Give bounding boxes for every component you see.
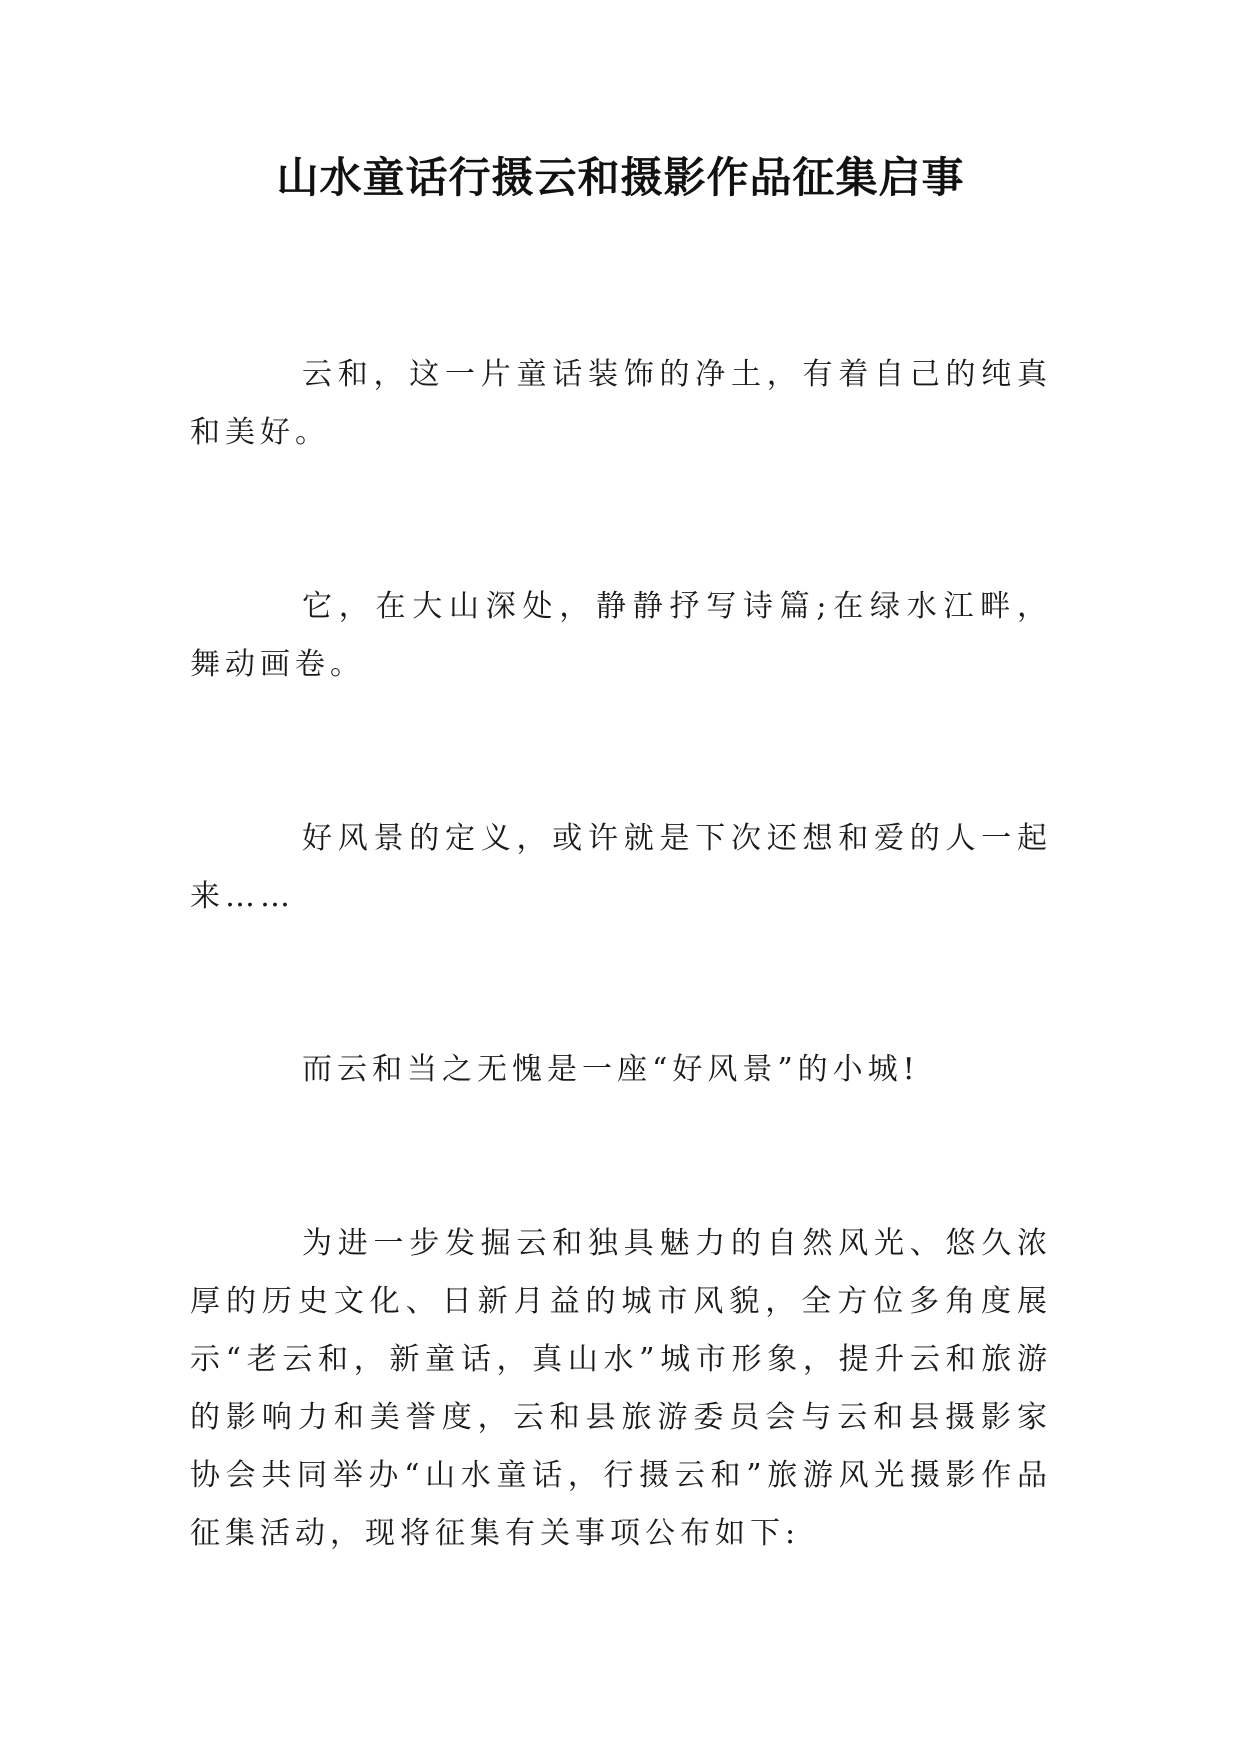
paragraph-announcement: 为进一步发掘云和独具魅力的自然风光、悠久浓厚的历史文化、日新月益的城市风貌，全方位多角度展示“老云和，新童话，真山水”城市形象，提升云和旅游的影响力和美誉度，云和县旅游委员会与云和县摄影家协会共同举办“山水童话，行摄云和”旅游风光摄影作品征集活动，现将征集有关事项公布如下: <box>190 1226 1052 1551</box>
paragraph-mountains: 它，在大山深处，静静抒写诗篇;在绿水江畔，舞动画卷。 <box>190 589 1052 682</box>
paragraph-small-town: 而云和当之无愧是一座“好风景”的小城! <box>302 1052 920 1087</box>
paragraph-intro: 云和，这一片童话装饰的净土，有着自己的纯真和美好。 <box>190 357 1052 450</box>
document-title: 山水童话行摄云和摄影作品征集启事 <box>276 153 965 202</box>
paragraph-scenery-definition: 好风景的定义，或许就是下次还想和爱的人一起来…… <box>190 821 1052 914</box>
